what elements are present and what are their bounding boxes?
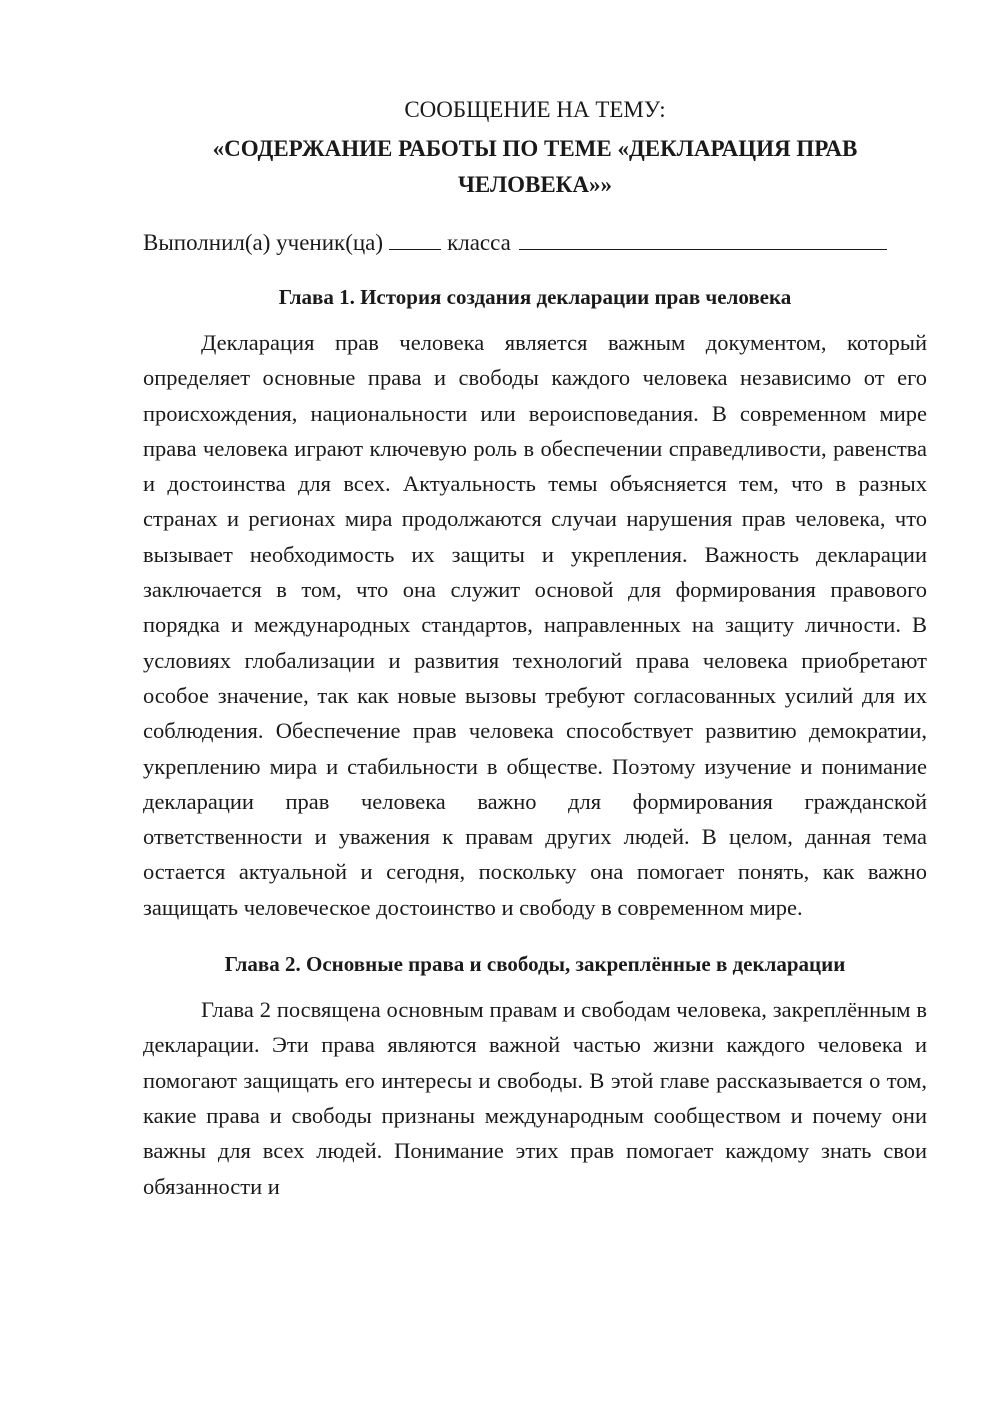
chapter-2-heading: Глава 2. Основные права и свободы, закреплённые в декларации [224, 952, 846, 977]
author-line [143, 225, 927, 260]
chapter-1-heading: Глава 1. История создания декларации прав человека [278, 285, 792, 309]
document-page [143, 92, 927, 1204]
chapter-1-paragraph: Декларация прав человека является важным документом, который определяет основные права и свободы каждого человека независимо от его происхождения, национальности или вероисповедания. В современном мире права человека играют ключевую роль в обеспечении справедливости, равенства и достоинства для всех. Актуальность темы объясняется тем, что в разных странах и регионах мира продолжаются случаи нарушения прав человека, что вызывает необходимость их защиты и укрепления. Важность декларации заключается в том, что она служит основой для формирования правового порядка и международных стандартов, направленных на защиту личности. В условиях глобализации и развития технологий права человека приобретают особое значение, так как новые вызовы требуют согласованных усилий для их соблюдения. Обеспечение прав человека способствует развитию демократии, укреплению мира и стабильности в обществе. Поэтому изучение и понимание декларации прав человека важно для формирования гражданской ответственности и уважения к правам других людей. В целом, данная тема остается актуальной и сегодня, поскольку она помогает понять, как важно защищать человеческое достоинство и свободу в современном мире. [143, 330, 927, 920]
grade-blank [389, 227, 441, 250]
header-line: СООБЩЕНИЕ НА ТЕМУ: [404, 97, 666, 122]
chapter-2-paragraph: Глава 2 посвящена основным правам и свободам человека, закреплённым в декларации. Эти права являются важной частью жизни каждого человека и помогают защищать его интересы и свободы. В этой главе рассказывается о том, какие права и свободы признаны международным сообществом и почему они важны для всех людей. Понимание этих прав помогает каждому знать свои обязанности и [143, 997, 927, 1199]
title-line-2: ЧЕЛОВЕКА»» [458, 172, 612, 197]
document-title [143, 131, 927, 203]
performed-by-label: Выполнил(а) ученик(ца) [143, 230, 384, 255]
title-line-1: «СОДЕРЖАНИЕ РАБОТЫ ПО ТЕМЕ «ДЕКЛАРАЦИЯ ПРАВ [212, 136, 858, 161]
class-label: класса [447, 230, 511, 255]
name-blank [519, 227, 887, 250]
